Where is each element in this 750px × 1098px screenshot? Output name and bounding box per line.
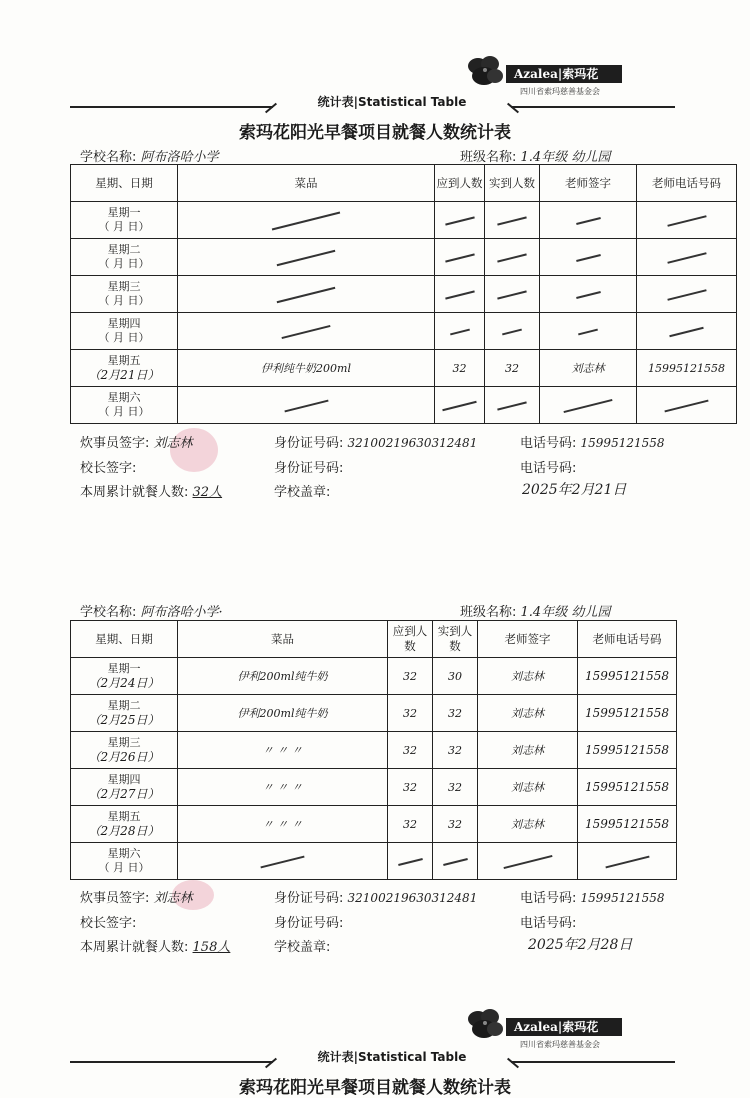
total-label: 本周累计就餐人数: xyxy=(80,485,189,500)
row-day: 星期六 xyxy=(107,391,141,404)
row-date: （ 月 日） xyxy=(98,257,150,270)
form-week-2 xyxy=(0,500,750,1098)
table-row xyxy=(71,658,677,695)
principal-id-label: 身份证号码: xyxy=(274,461,344,476)
table-row xyxy=(71,695,677,732)
header-teacher-sign: 老师签字 xyxy=(540,165,637,202)
row-expected: 32 xyxy=(388,658,433,695)
row-teacher-sign: 刘志林 xyxy=(478,806,578,843)
cook-id-value: 32100219630312481 xyxy=(347,891,478,905)
tel-label: 电话号码: xyxy=(520,891,577,906)
row-day: 星期四 xyxy=(107,773,141,786)
table-row xyxy=(71,350,737,387)
row-day: 星期五 xyxy=(107,810,141,823)
banner-label: 统计表|Statistical Table xyxy=(317,95,467,109)
form-date: 2025年2月21日 xyxy=(522,482,627,498)
row-day: 星期五 xyxy=(107,354,141,367)
principal-id-label: 身份证号码: xyxy=(274,916,344,931)
row-day: 星期三 xyxy=(107,736,141,749)
cook-id-field xyxy=(274,887,477,906)
statistical-table-banner xyxy=(70,1049,675,1063)
row-date: （ 月 日） xyxy=(98,331,150,344)
row-expected: 32 xyxy=(388,695,433,732)
header-day-date: 星期、日期 xyxy=(71,621,178,658)
banner-label: 统计表|Statistical Table xyxy=(317,1050,467,1064)
row-teacher-phone: 15995121558 xyxy=(578,806,677,843)
cook-label: 炊事员签字: xyxy=(80,891,150,906)
row-dish: 〃 〃 〃 xyxy=(178,769,388,806)
seal-label: 学校盖章: xyxy=(274,940,331,955)
row-dish: 伊利200ml纯牛奶 xyxy=(178,695,388,732)
header-day-date: 星期、日期 xyxy=(71,165,178,202)
row-day: 星期二 xyxy=(107,243,141,256)
logo-brand-text: Azalea|索玛花 xyxy=(506,1018,622,1036)
school-label: 学校名称: xyxy=(80,605,137,620)
row-teacher-phone: 15995121558 xyxy=(578,769,677,806)
cook-id-field xyxy=(274,432,477,451)
cook-sign-field xyxy=(80,432,193,451)
row-actual: 32 xyxy=(433,806,478,843)
row-date: （2月24日） xyxy=(88,676,160,690)
row-date: （2月28日） xyxy=(88,824,160,838)
row-date: （ 月 日） xyxy=(98,405,150,418)
header-dish: 菜品 xyxy=(178,165,435,202)
row-date: （ 月 日） xyxy=(98,294,150,307)
logo-org-text: 四川省索玛慈善基金会 xyxy=(520,87,600,96)
cook-tel-field xyxy=(520,887,665,906)
row-day: 星期六 xyxy=(107,847,141,860)
weekly-total-field xyxy=(80,481,222,500)
cook-label: 炊事员签字: xyxy=(80,436,150,451)
form-title: 索玛花阳光早餐项目就餐人数统计表 xyxy=(239,1078,511,1098)
row-dish: 伊利纯牛奶200ml xyxy=(178,350,435,387)
class-name-field xyxy=(460,601,610,620)
azalea-flower-icon xyxy=(462,52,508,92)
row-actual: 32 xyxy=(485,350,540,387)
row-teacher-phone: 15995121558 xyxy=(578,695,677,732)
cook-sign-field xyxy=(80,887,193,906)
row-day: 星期三 xyxy=(107,280,141,293)
foundation-logo xyxy=(462,52,624,98)
cook-tel-field xyxy=(520,432,665,451)
row-date: （2月27日） xyxy=(88,787,160,801)
form-title: 索玛花阳光早餐项目就餐人数统计表 xyxy=(239,123,511,143)
school-name-field xyxy=(80,146,219,165)
table-row xyxy=(71,276,737,313)
cook-tel-value: 15995121558 xyxy=(580,891,665,905)
id-label: 身份证号码: xyxy=(274,891,344,906)
header-teacher-phone: 老师电话号码 xyxy=(578,621,677,658)
table-row xyxy=(71,843,677,880)
total-value: 158人 xyxy=(192,940,231,955)
row-date: （2月25日） xyxy=(88,713,160,727)
class-label: 班级名称: xyxy=(460,605,517,620)
row-dish: 伊利200ml纯牛奶 xyxy=(178,658,388,695)
id-label: 身份证号码: xyxy=(274,436,344,451)
weekly-total-field xyxy=(80,936,230,955)
school-value: 阿布洛哈小学 xyxy=(140,150,219,165)
seal-label: 学校盖章: xyxy=(274,485,331,500)
header-actual: 实到人数 xyxy=(433,621,478,658)
table-row xyxy=(71,202,737,239)
row-actual: 32 xyxy=(433,732,478,769)
row-teacher-sign: 刘志林 xyxy=(478,695,578,732)
table-row xyxy=(71,313,737,350)
row-actual: 32 xyxy=(433,769,478,806)
row-teacher-phone: 15995121558 xyxy=(578,732,677,769)
class-value: 1.4年级 幼儿园 xyxy=(520,150,611,165)
row-teacher-phone: 15995121558 xyxy=(578,658,677,695)
table-row xyxy=(71,769,677,806)
row-teacher-phone: 15995121558 xyxy=(637,350,737,387)
row-actual: 32 xyxy=(433,695,478,732)
row-day: 星期四 xyxy=(107,317,141,330)
form-date: 2025年2月28日 xyxy=(528,937,633,953)
row-teacher-sign: 刘志林 xyxy=(478,769,578,806)
row-expected: 32 xyxy=(388,769,433,806)
class-label: 班级名称: xyxy=(460,150,517,165)
logo-brand-text: Azalea|索玛花 xyxy=(506,65,622,83)
cook-signature: 刘志林 xyxy=(153,436,193,451)
row-day: 星期二 xyxy=(107,699,141,712)
table-header-row xyxy=(71,165,737,202)
table-row xyxy=(71,239,737,276)
tel-label: 电话号码: xyxy=(520,436,577,451)
azalea-flower-icon xyxy=(462,1005,508,1045)
row-date: （ 月 日） xyxy=(98,220,150,233)
row-expected: 32 xyxy=(388,806,433,843)
header-actual: 实到人数 xyxy=(485,165,540,202)
attendance-table xyxy=(70,164,737,424)
row-teacher-sign: 刘志林 xyxy=(478,732,578,769)
logo-org-text: 四川省索玛慈善基金会 xyxy=(520,1040,600,1049)
row-dish: 〃 〃 〃 xyxy=(178,732,388,769)
row-expected: 32 xyxy=(388,732,433,769)
total-value: 32人 xyxy=(192,485,223,500)
row-date: （2月21日） xyxy=(88,368,160,382)
attendance-table xyxy=(70,620,677,880)
row-teacher-sign: 刘志林 xyxy=(478,658,578,695)
form-week-1 xyxy=(0,0,750,500)
header-teacher-phone: 老师电话号码 xyxy=(637,165,737,202)
principal-tel-label: 电话号码: xyxy=(520,461,577,476)
school-name-field xyxy=(80,601,223,620)
row-day: 星期一 xyxy=(107,662,141,675)
principal-label: 校长签字: xyxy=(80,461,137,476)
school-label: 学校名称: xyxy=(80,150,137,165)
row-date: （ 月 日） xyxy=(98,861,150,874)
row-dish: 〃 〃 〃 xyxy=(178,806,388,843)
table-row xyxy=(71,387,737,424)
table-header-row xyxy=(71,621,677,658)
table-row xyxy=(71,806,677,843)
cook-id-value: 32100219630312481 xyxy=(347,436,478,450)
statistical-table-banner xyxy=(70,94,675,108)
foundation-logo xyxy=(462,1005,624,1051)
cook-signature: 刘志林 xyxy=(153,891,193,906)
row-expected: 32 xyxy=(435,350,485,387)
header-dish: 菜品 xyxy=(178,621,388,658)
row-teacher-sign: 刘志林 xyxy=(540,350,637,387)
class-name-field xyxy=(460,146,610,165)
class-value: 1.4年级 幼儿园 xyxy=(520,605,611,620)
table-row xyxy=(71,732,677,769)
total-label: 本周累计就餐人数: xyxy=(80,940,189,955)
header-teacher-sign: 老师签字 xyxy=(478,621,578,658)
row-day: 星期一 xyxy=(107,206,141,219)
principal-label: 校长签字: xyxy=(80,916,137,931)
principal-tel-label: 电话号码: xyxy=(520,916,577,931)
header-expected: 应到人数 xyxy=(435,165,485,202)
row-date: （2月26日） xyxy=(88,750,160,764)
header-expected: 应到人数 xyxy=(388,621,433,658)
cook-tel-value: 15995121558 xyxy=(580,436,665,450)
school-value: 阿布洛哈小学· xyxy=(140,605,223,620)
row-actual: 30 xyxy=(433,658,478,695)
